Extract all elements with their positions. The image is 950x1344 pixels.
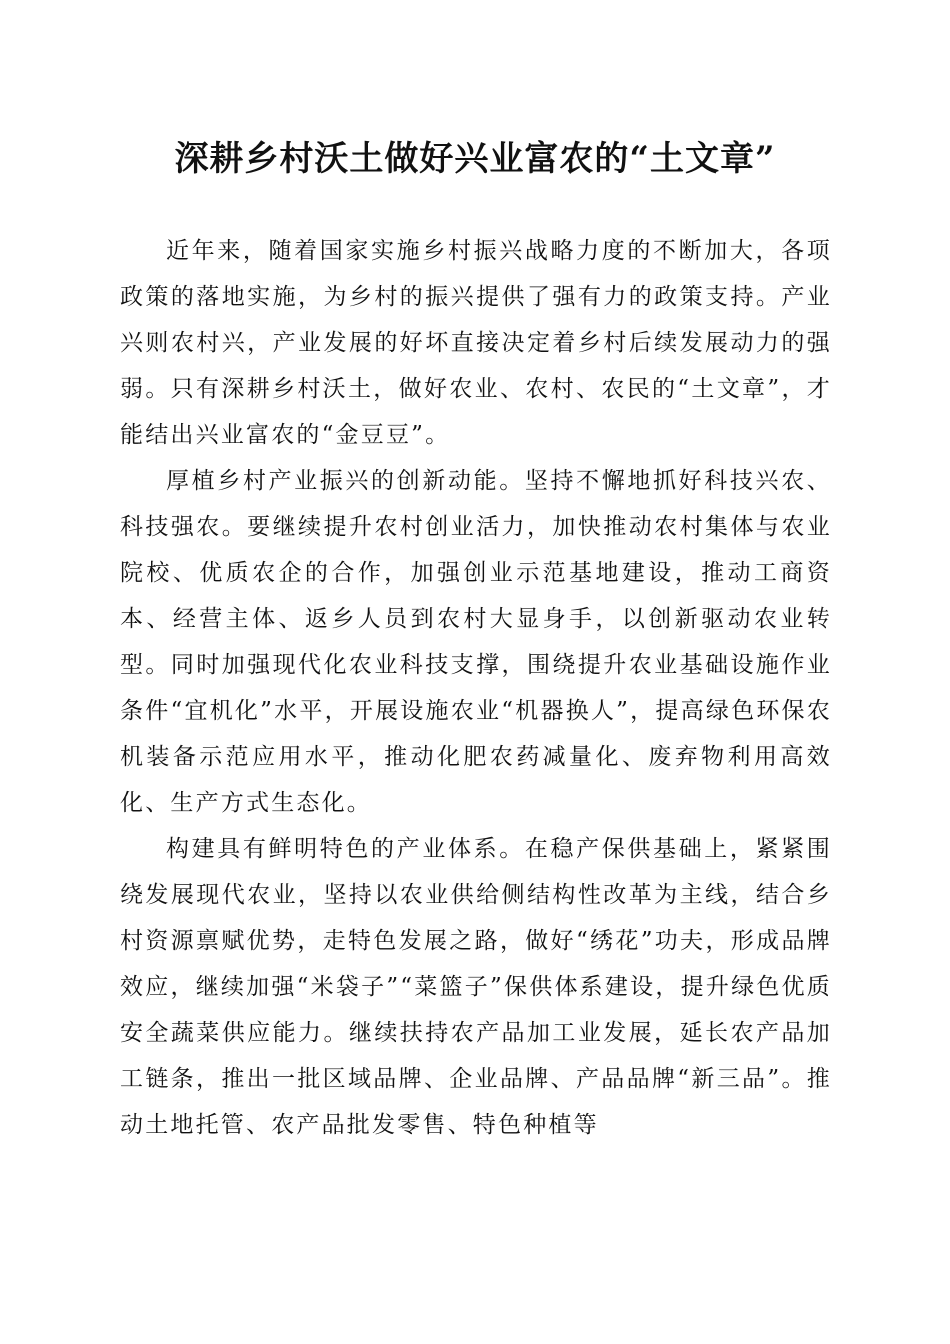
document-body bbox=[120, 228, 832, 1148]
paragraph-industry-system: 构建具有鲜明特色的产业体系。在稳产保供基础上，紧紧围绕发展现代农业，坚持以农业供给侧结构性改革为主线，结合乡村资源禀赋优势，走特色发展之路，做好“绣花”功夫，形成品牌效应，继续加强“米袋子”“菜篮子”保供体系建设，提升绿色优质安全蔬菜供应能力。继续扶持农产品加工业发展，延长农产品加工链条，推出一批区域品牌、企业品牌、产品品牌“新三品”。推动土地托管、农产品批发零售、特色种植等 bbox=[120, 836, 832, 1138]
paragraph-intro: 近年来，随着国家实施乡村振兴战略力度的不断加大，各项政策的落地实施，为乡村的振兴提供了强有力的政策支持。产业兴则农村兴，产业发展的好坏直接决定着乡村后续发展动力的强弱。只有深耕乡村沃土，做好农业、农村、农民的“土文章”，才能结出兴业富农的“金豆豆”。 bbox=[120, 238, 832, 448]
paragraph-innovation: 厚植乡村产业振兴的创新动能。坚持不懈地抓好科技兴农、科技强农。要继续提升农村创业活力，加快推动农村集体与农业院校、优质农企的合作，加强创业示范基地建设，推动工商资本、经营主体、返乡人员到农村大显身手，以创新驱动农业转型。同时加强现代化农业科技支撑，围绕提升农业基础设施作业条件“宜机化”水平，开展设施农业“机器换人”，提高绿色环保农机装备示范应用水平，推动化肥农药减量化、废弃物利用高效化、生产方式生态化。 bbox=[120, 468, 832, 816]
document-title: 深耕乡村沃土做好兴业富农的“土文章” bbox=[174, 139, 776, 179]
